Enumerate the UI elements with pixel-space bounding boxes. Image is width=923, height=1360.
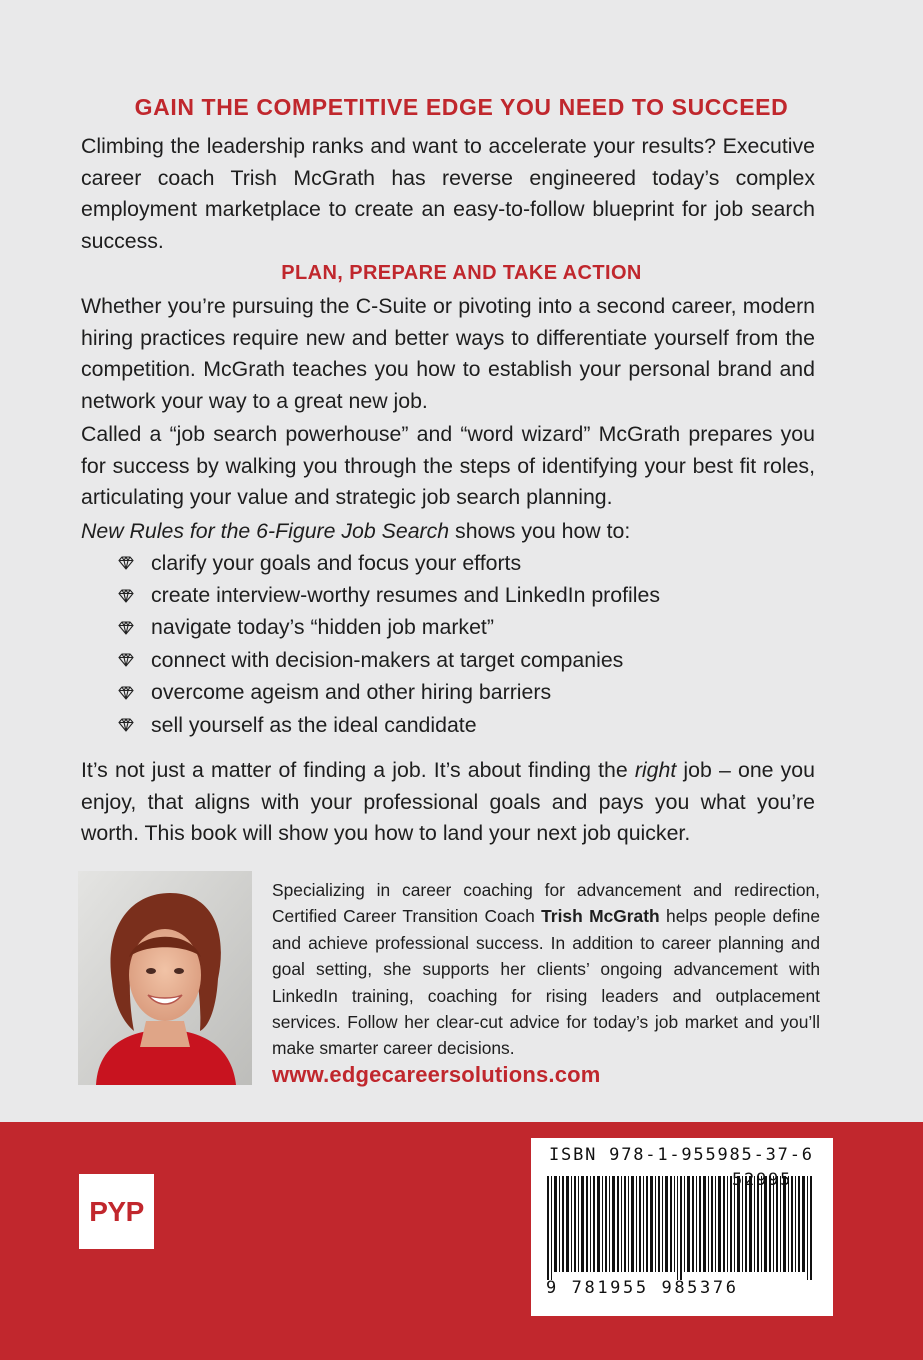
- diamond-icon: [118, 621, 134, 635]
- ean-digits: 9 781955 985376: [546, 1278, 739, 1298]
- list-item-text: connect with decision-makers at target companies: [151, 647, 624, 672]
- intro-paragraph: Climbing the leadership ranks and want to accelerate your results? Executive career coach Trish McGrath has reverse engineered today’s complex employment marketplace to create an easy-to-follow blueprint for job search success.: [81, 134, 815, 253]
- list-item: [118, 677, 660, 709]
- closing-text-start: It’s not just a matter of finding a job. It’s about finding the: [81, 758, 635, 782]
- author-photo: [78, 871, 252, 1085]
- publisher-logo: [79, 1174, 154, 1249]
- bio-text-end: helps people define and achieve professional success. In addition to career planning and goal setting, she supports her clients’ ongoing advancement with LinkedIn training, coaching for rising leaders and outplacement services. Follow her clear-cut advice for today’s job market and you’ll make smarter career decisions.: [272, 906, 820, 1059]
- list-item-text: sell yourself as the ideal candidate: [151, 712, 477, 737]
- author-bio: [272, 877, 820, 1062]
- closing-emphasis: right: [634, 758, 677, 782]
- price-code: 52995: [732, 1170, 793, 1190]
- bio-text-start: Specializing in career coaching for advancement and redirection, Certified Career Transition Coach: [272, 880, 820, 927]
- diamond-icon: [118, 556, 134, 570]
- list-item-text: navigate today’s “hidden job market”: [151, 615, 494, 640]
- diamond-icon: [118, 686, 134, 700]
- list-item-text: create interview-worthy resumes and LinkedIn profiles: [151, 583, 660, 608]
- list-intro: [81, 516, 815, 548]
- closing-paragraph: [81, 755, 815, 850]
- closing-text-end: job – one you enjoy, that aligns with your professional goals and pays you what you’re worth. This book will show you how to land your next job quicker.: [81, 758, 815, 845]
- website-link[interactable]: www.edgecareersolutions.com: [272, 1062, 601, 1087]
- author-name: Trish McGrath: [541, 906, 660, 927]
- book-title: New Rules for the 6-Figure Job Search: [81, 519, 450, 543]
- publisher-logo-text: PYP: [89, 1195, 144, 1227]
- diamond-icon: [118, 718, 134, 732]
- list-item: [118, 612, 660, 644]
- list-intro-text: shows you how to:: [449, 519, 631, 543]
- paragraph-powerhouse: Called a “job search powerhouse” and “word wizard” McGrath prepares you for success by walking you through the steps of identifying your best fit roles, articulating your value and strategic job search planning.: [81, 422, 815, 509]
- diamond-icon: [118, 653, 134, 667]
- list-item: [118, 644, 660, 676]
- benefit-list: [118, 547, 660, 741]
- list-item-text: overcome ageism and other hiring barriers: [151, 680, 552, 705]
- author-portrait-illustration: [78, 871, 252, 1085]
- list-item: [118, 547, 660, 579]
- list-item: [118, 579, 660, 611]
- list-item: [118, 709, 660, 741]
- isbn-label: ISBN 978-1-955985-37-6: [549, 1145, 814, 1165]
- main-heading: GAIN THE COMPETITIVE EDGE YOU NEED TO SUCCEED: [134, 94, 789, 120]
- list-item-text: clarify your goals and focus your efforts: [151, 550, 522, 575]
- secondary-heading: PLAN, PREPARE AND TAKE ACTION: [281, 262, 642, 284]
- paragraph-differentiate: Whether you’re pursuing the C-Suite or pivoting into a second career, modern hiring practices require new and better ways to differentiate yourself from the competition. McGrath teaches you how to establish your personal brand and network your way to a great new job.: [81, 294, 815, 413]
- diamond-icon: [118, 589, 134, 603]
